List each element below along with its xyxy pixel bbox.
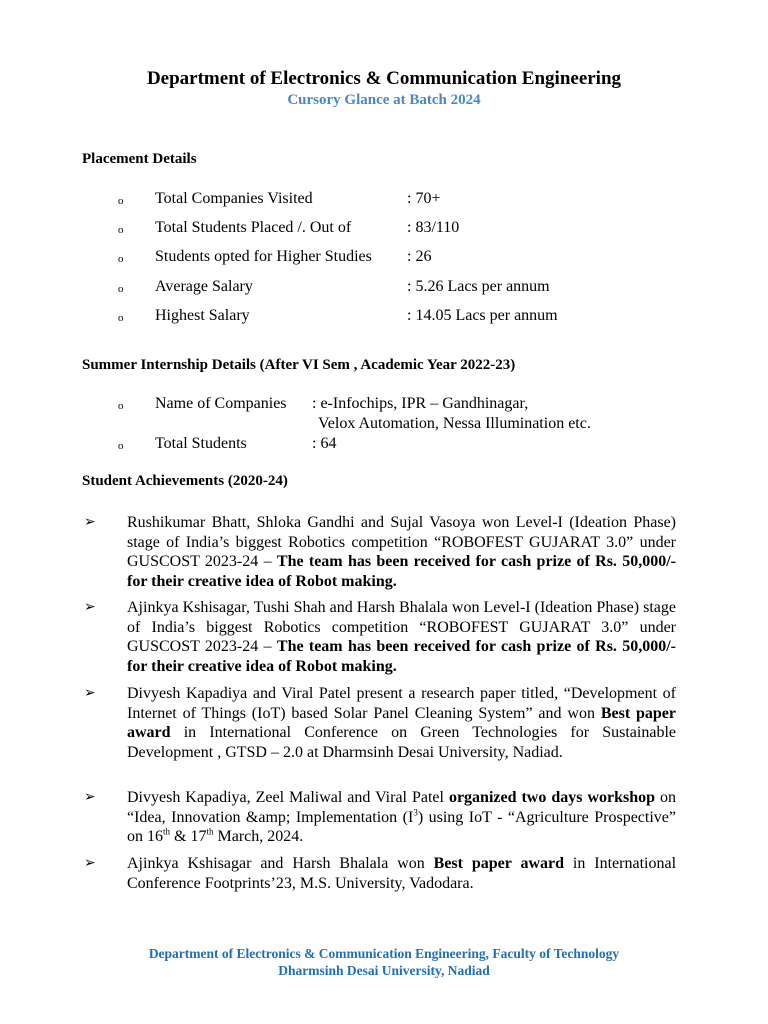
- achievement-highlight: Best paper award: [433, 855, 565, 872]
- achievement-text-cont: on “Idea, Innovation &amp; Implementation (I: [127, 789, 677, 826]
- achievement-text: Divyesh Kapadiya, Zeel Maliwal and Viral Patel: [127, 789, 449, 806]
- internship-students-label: Total Students: [155, 435, 247, 452]
- achievement-highlight: The team has been received for cash prize of Rs. 50,000/- for their creative idea of Robot making.: [127, 638, 677, 675]
- bullet-icon: o: [118, 283, 124, 295]
- placement-label: Students opted for Higher Studies: [155, 248, 372, 265]
- achievement-highlight: Best paper award: [127, 704, 676, 742]
- achievements-heading: Student Achievements (2020-24): [82, 473, 288, 489]
- internship-companies-label: Name of Companies: [155, 395, 287, 412]
- achievement-highlight: organized two days workshop: [448, 789, 656, 806]
- achievement-item: [84, 513, 676, 591]
- page-title: Department of Electronics & Communication Engineering: [146, 68, 622, 89]
- arrow-bullet-icon: ➢: [84, 686, 96, 701]
- placement-label: Total Students Placed /. Out of: [155, 219, 352, 236]
- achievement-text: Ajinkya Kshisagar, Tushi Shah and Harsh Bhalala won Level-I (Ideation Phase) stage of India’s biggest Robotics competition “ROBOFEST GUJARAT 3.0” under GUSCOST 2023-24 –: [127, 599, 676, 656]
- placement-label: Total Companies Visited: [155, 190, 313, 207]
- page-subtitle: Cursory Glance at Batch 2024: [287, 92, 481, 108]
- achievement-text-cont: ) using IoT - “Agriculture Prospective” on 16: [127, 808, 676, 846]
- bullet-icon: o: [118, 253, 124, 265]
- achievement-item: [84, 854, 676, 893]
- achievement-text-cont: in International Conference Footprints’23, M.S. University, Vadodara.: [127, 855, 677, 892]
- bullet-icon: o: [118, 400, 124, 412]
- achievement-text: Rushikumar Bhatt, Shloka Gandhi and Sujal Vasoya won Level-I (Ideation Phase) stage of India’s biggest Robotics competition “ROBOFEST GUJARAT 3.0” under GUSCOST 2023-24 –: [127, 514, 676, 571]
- superscript: th: [163, 826, 171, 837]
- placement-value: : 70+: [407, 190, 441, 207]
- bullet-icon: o: [118, 224, 124, 236]
- achievement-text-cont: & 17: [170, 828, 207, 846]
- arrow-bullet-icon: ➢: [84, 600, 96, 615]
- achievement-item: [84, 598, 676, 676]
- achievement-text: Ajinkya Kshisagar and Harsh Bhalala won: [127, 855, 434, 872]
- internship-companies-value-cont: Velox Automation, Nessa Illumination etc.: [318, 415, 591, 432]
- internship-companies-value: : e-Infochips, IPR – Gandhinagar,: [312, 395, 529, 412]
- bullet-icon: o: [118, 440, 124, 452]
- achievement-text: Divyesh Kapadiya and Viral Patel present a research paper titled, “Development of Internet of Things (IoT) based Solar Panel Cleaning System” and won: [127, 685, 676, 722]
- achievement-highlight: The team has been received for cash prize of Rs. 50,000/- for their creative idea of Robot making.: [127, 553, 677, 590]
- placement-value: : 26: [407, 248, 432, 265]
- placement-value: : 83/110: [407, 219, 460, 236]
- placement-label: Average Salary: [155, 278, 253, 295]
- achievement-text-cont: March, 2024.: [213, 828, 304, 846]
- footer-line-1: Department of Electronics & Communication Engineering, Faculty of Technology: [148, 946, 620, 961]
- superscript: 3: [413, 807, 418, 818]
- arrow-bullet-icon: ➢: [84, 515, 96, 530]
- arrow-bullet-icon: ➢: [84, 856, 96, 871]
- achievement-item: [84, 684, 676, 762]
- placement-value: : 5.26 Lacs per annum: [407, 278, 550, 295]
- placement-heading: Placement Details: [82, 151, 197, 167]
- placement-value: : 14.05 Lacs per annum: [407, 307, 558, 324]
- achievement-item: [84, 788, 676, 847]
- bullet-icon: o: [118, 312, 124, 324]
- internship-heading: Summer Internship Details (After VI Sem , Academic Year 2022-23): [82, 357, 516, 373]
- bullet-icon: o: [118, 195, 124, 207]
- arrow-bullet-icon: ➢: [84, 790, 96, 805]
- internship-students-value: : 64: [312, 435, 337, 452]
- superscript: th: [206, 826, 214, 837]
- footer-line-2: Dharmsinh Desai University, Nadiad: [278, 963, 490, 978]
- achievement-text-cont: in International Conference on Green Technologies for Sustainable Development , GTSD – 2.0 at Dharmsinh Desai University, Nadiad.: [127, 724, 676, 761]
- placement-label: Highest Salary: [155, 307, 250, 324]
